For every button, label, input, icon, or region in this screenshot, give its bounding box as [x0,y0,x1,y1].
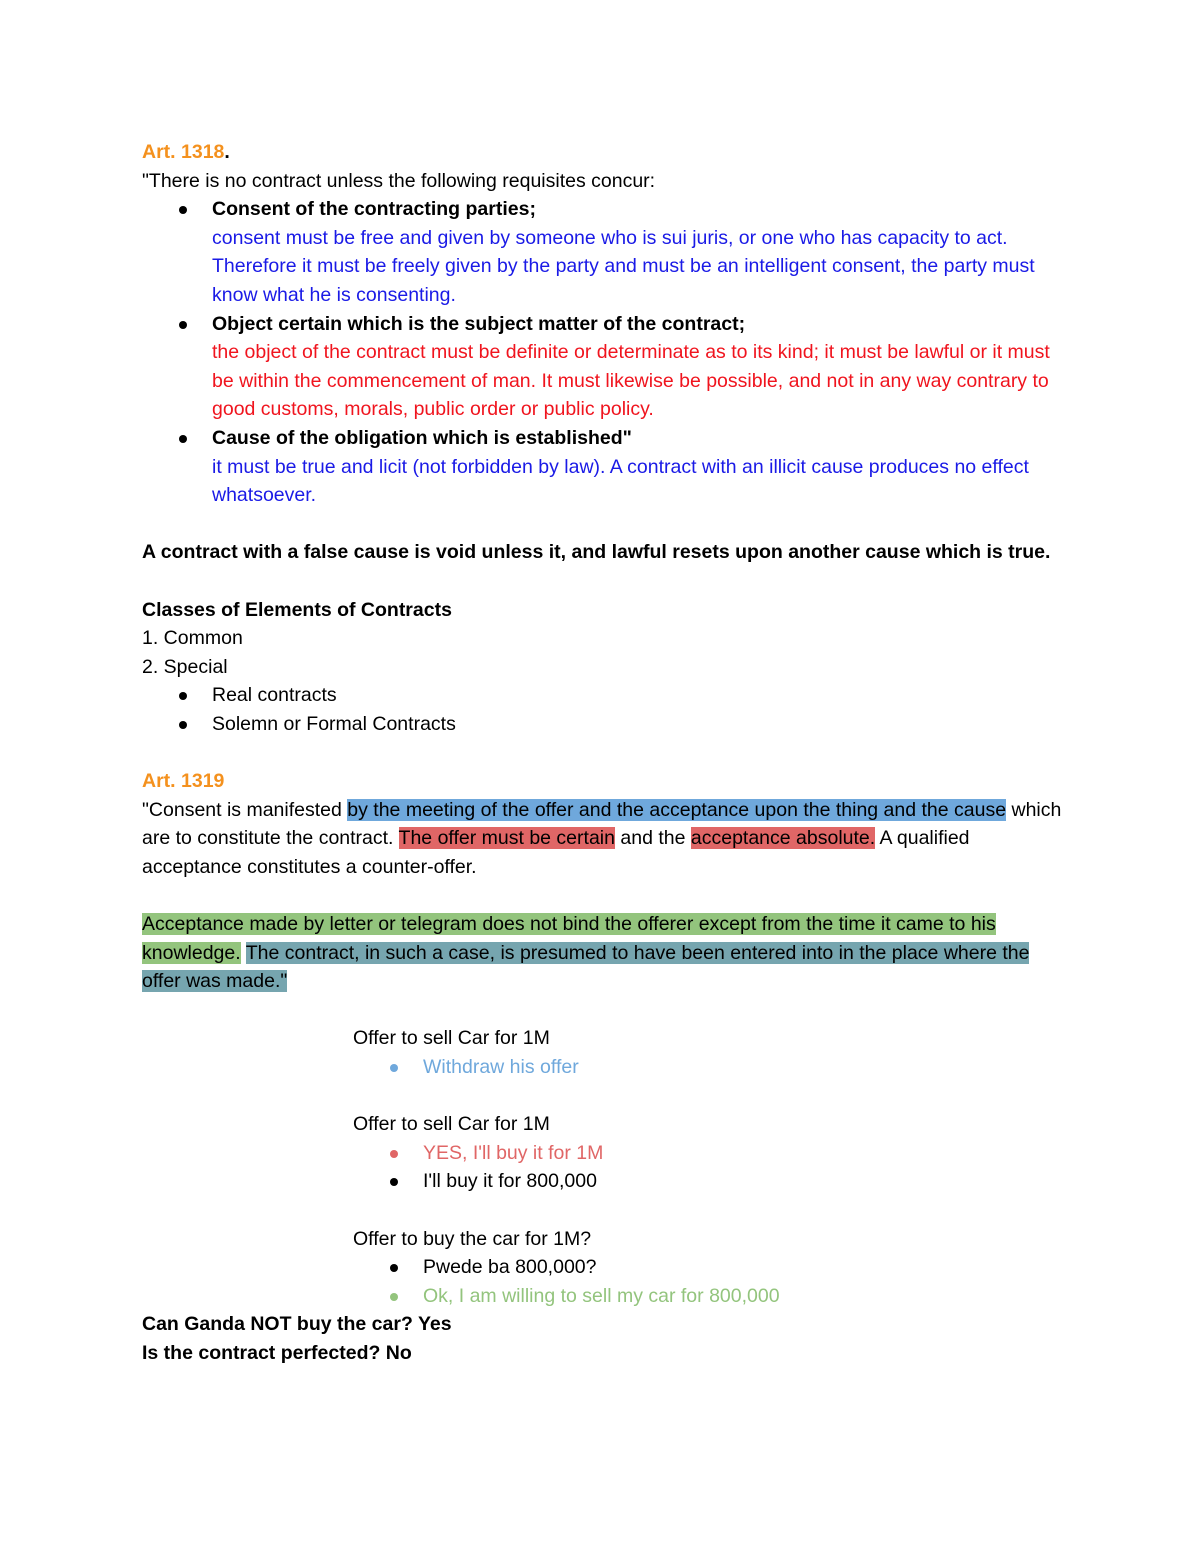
requisite-explanation: the object of the contract must be definite or determinate as to its kind; it must be lawful or it must be within the commencement of man. It must likewise be possible, and not in any way contrary to good customs, morals, public order or public policy. [212,341,1050,421]
special-list [142,681,1072,738]
art-1319-heading: Art. 1319 [142,770,225,793]
classes-item-common: 1. Common [142,627,243,650]
example-list [353,1139,1072,1196]
classes-heading: Classes of Elements of Contracts [142,598,452,621]
requisite-explanation: it must be true and licit (not forbidden by law). A contract with an illicit cause produces no effect whatsoever. [212,455,1029,507]
art-1319-paragraph-2 [142,910,1072,996]
bullet-icon [390,1293,398,1301]
list-item: Solemn or Formal Contracts [142,710,1072,739]
art-1318-label: Art. 1318 [142,141,225,163]
list-item: Real contracts [142,681,1072,710]
highlight-letter-telegram: Acceptance made by letter or telegram does not bind the offerer except from the time it came to his knowledge. [142,913,996,964]
highlight-place-of-offer: The contract, in such a case, is presumed to have been entered into in the place where the offer was made." [142,941,1030,993]
classes-item-special: 2. Special [142,655,228,678]
bullet-icon [179,721,187,729]
bullet-icon [179,321,187,329]
bullet-icon [179,435,187,443]
bullet-icon [390,1178,398,1186]
example-title: Offer to buy the car for 1M? [353,1227,592,1250]
bullet-icon [390,1150,398,1158]
bullet-icon [179,206,187,214]
art-1318-period: . [224,141,230,163]
bullet-icon [390,1064,398,1072]
list-item [142,310,1072,424]
highlight-acceptance-absolute: acceptance absolute. [690,827,876,850]
art-1318-intro: "There is no contract unless the following requisites concur: [142,169,656,192]
highlight-offer-certain: The offer must be certain [398,827,615,850]
requisite-title: Object certain which is the subject matter of the contract; [212,312,746,335]
list-item: YES, I'll buy it for 1M [353,1139,1072,1168]
requisite-title: Cause of the obligation which is established" [212,426,632,449]
example-title: Offer to sell Car for 1M [353,1113,550,1136]
requisite-explanation: consent must be free and given by someone who is sui juris, or one who has capacity to act. Therefore it must be freely given by the party and must be an intelligent consent, the party must know what he is consenting. [212,226,1035,306]
list-item: Withdraw his offer [353,1053,1072,1082]
list-item: Ok, I am willing to sell my car for 800,000 [353,1282,1072,1311]
document-page [142,138,1072,1368]
list-item: I'll buy it for 800,000 [353,1167,1072,1196]
example-title: Offer to sell Car for 1M [353,1027,550,1050]
list-item [142,195,1072,309]
question-1: Can Ganda NOT buy the car? Yes [142,1313,452,1336]
list-item [142,424,1072,510]
requisite-title: Consent of the contracting parties; [212,198,536,221]
art-1318-heading [142,138,1072,167]
highlight-meeting: by the meeting of the offer and the acceptance upon the thing and the cause [347,798,1007,821]
art-1319-paragraph-1: "Consent is manifested by the meeting of the offer and the acceptance upon the thing and the cause which are to constitute the contract. The offer must be certain and the acceptance absolute. A qualified acceptance constitutes a counter-offer. [142,798,1062,878]
requisites-list [142,195,1072,510]
example-list [353,1253,1072,1310]
bullet-icon [390,1264,398,1272]
false-cause-note: A contract with a false cause is void unless it, and lawful resets upon another cause which is true. [142,541,1051,564]
examples-block [353,1024,1072,1310]
bullet-icon [179,692,187,700]
example-list [353,1053,1072,1082]
question-2: Is the contract perfected? No [142,1341,412,1364]
list-item: Pwede ba 800,000? [353,1253,1072,1282]
